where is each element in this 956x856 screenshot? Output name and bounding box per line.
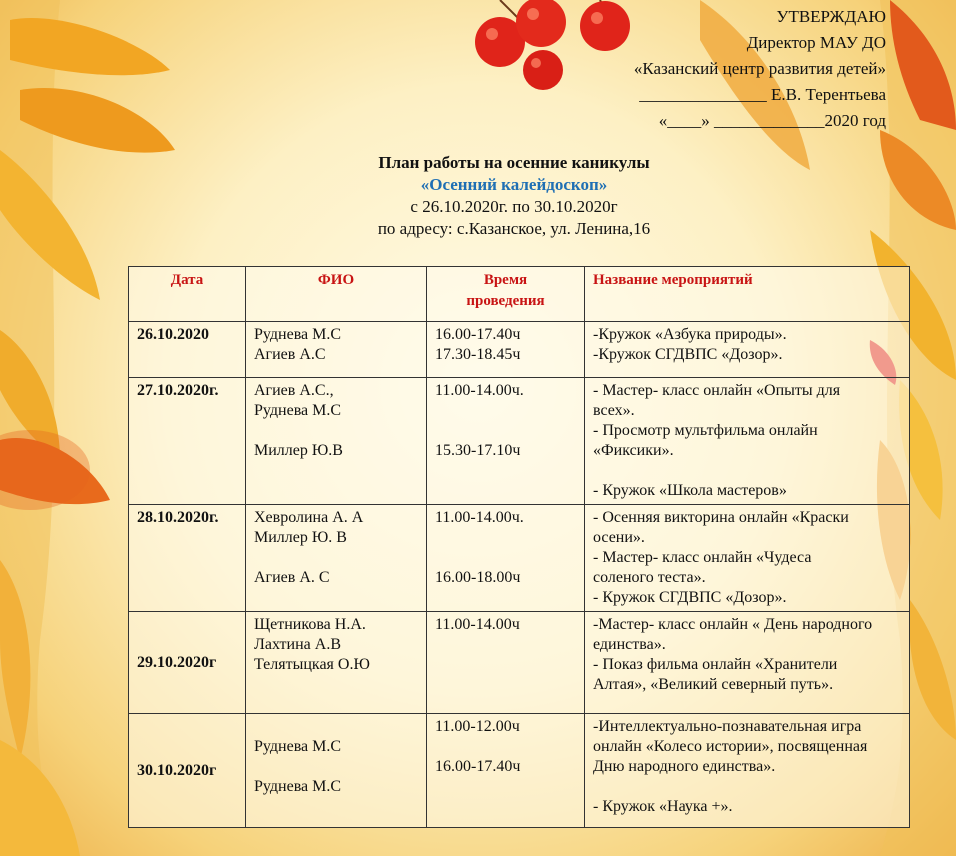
header-date: Дата: [129, 267, 246, 322]
plan-address: по адресу: с.Казанское, ул. Ленина,16: [377, 219, 651, 238]
cell-events: [585, 714, 910, 828]
cell-events: [585, 612, 910, 714]
cell-fio: [246, 714, 427, 828]
table-body: [129, 322, 910, 828]
events-line: осени».: [593, 529, 645, 546]
cell-fio: [246, 322, 427, 378]
time-line: 16.00-17.40ч: [435, 326, 521, 343]
schedule-table: [128, 266, 910, 828]
table-row: [129, 714, 910, 828]
cell-date: 28.10.2020г.: [129, 505, 246, 612]
table-row: [129, 378, 910, 505]
cell-events: [585, 322, 910, 378]
fio-line: Миллер Ю.В: [254, 442, 343, 459]
time-line: 11.00-14.00ч.: [435, 509, 524, 526]
time-line: 11.00-12.00ч: [435, 718, 520, 735]
approval-signature: _______________ Е.В. Терентьева: [639, 85, 886, 104]
table-row: [129, 322, 910, 378]
time-line: 16.00-17.40ч: [435, 758, 521, 775]
cell-time: [427, 714, 585, 828]
header-fio: ФИО: [246, 267, 427, 322]
fio-line: Миллер Ю. В: [254, 529, 347, 546]
plan-heading: План работы на осенние каникулы: [378, 153, 650, 172]
plan-subtitle: «Осенний калейдоскоп»: [420, 175, 608, 194]
header-events: Название мероприятий: [585, 267, 910, 322]
events-line: - Кружок «Наука +».: [593, 798, 733, 815]
events-line: Дню народного единства».: [593, 758, 776, 775]
cell-time: [427, 322, 585, 378]
fio-line: Агиев А.С.,: [254, 382, 334, 399]
fio-line: Агиев А. С: [254, 569, 330, 586]
fio-line: Хевролина А. А: [254, 509, 364, 526]
time-line: 11.00-14.00ч.: [435, 382, 524, 399]
document-title: [0, 152, 956, 240]
fio-line: Щетникова Н.А.: [254, 616, 366, 633]
cell-events: [585, 505, 910, 612]
approval-director: Директор МАУ ДО: [746, 33, 886, 52]
fio-line: [254, 548, 418, 568]
cell-date: 29.10.2020г: [129, 612, 246, 714]
rowan-berries-icon: [475, 0, 630, 90]
table-row: [129, 505, 910, 612]
fio-line: [254, 421, 418, 441]
events-line: -Мастер- класс онлайн « День народного: [593, 616, 873, 633]
events-line: - Показ фильма онлайн «Хранители: [593, 656, 838, 673]
table-row: [129, 612, 910, 714]
fio-line: Руднева М.С: [254, 326, 342, 343]
time-line: [435, 401, 576, 421]
header-time-line1: Время: [483, 272, 528, 288]
time-line: [435, 548, 576, 568]
events-line: - Кружок «Школа мастеров»: [593, 482, 787, 499]
events-line: Алтая», «Великий северный путь».: [593, 676, 834, 693]
table-header-row: [129, 267, 910, 322]
events-line: - Мастер- класс онлайн «Чудеса: [593, 549, 812, 566]
approval-heading: УТВЕРЖДАЮ: [776, 7, 886, 26]
approval-organization: «Казанский центр развития детей»: [633, 59, 886, 78]
events-line: - Мастер- класс онлайн «Опыты для: [593, 382, 841, 399]
events-line: соленого теста».: [593, 569, 706, 586]
cell-time: [427, 378, 585, 505]
fio-line: Агиев А.С: [254, 346, 326, 363]
time-line: [435, 528, 576, 548]
cell-date: 30.10.2020г: [129, 714, 246, 828]
plan-dates: с 26.10.2020г. по 30.10.2020г: [410, 197, 618, 216]
fio-line: Лахтина А.В: [254, 636, 341, 653]
events-line: [593, 777, 901, 797]
events-line: «Фиксики».: [593, 442, 674, 459]
events-line: [593, 461, 901, 481]
header-time: [427, 267, 585, 322]
cell-date: 27.10.2020г.: [129, 378, 246, 505]
fio-line: Руднева М.С: [254, 738, 342, 755]
events-line: онлайн «Колесо истории», посвященная: [593, 738, 868, 755]
approval-block: [634, 4, 886, 134]
header-time-line2: проведения: [466, 293, 545, 309]
time-line: 16.00-18.00ч: [435, 569, 521, 586]
events-line: -Интеллектуально-познавательная игра: [593, 718, 862, 735]
fio-line: Руднева М.С: [254, 778, 342, 795]
approval-date: «____» _____________2020 год: [658, 111, 886, 130]
cell-date: 26.10.2020: [129, 322, 246, 378]
events-line: -Кружок СГДВПС «Дозор».: [593, 346, 783, 363]
fio-line: Телятыцкая О.Ю: [254, 656, 370, 673]
fio-line: [254, 717, 418, 737]
time-line: 15.30-17.10ч: [435, 442, 521, 459]
time-line: 11.00-14.00ч: [435, 616, 520, 633]
fio-line: Руднева М.С: [254, 402, 342, 419]
cell-fio: [246, 505, 427, 612]
time-line: [435, 421, 576, 441]
cell-fio: [246, 378, 427, 505]
events-line: -Кружок «Азбука природы».: [593, 326, 787, 343]
cell-time: [427, 505, 585, 612]
cell-fio: [246, 612, 427, 714]
cell-events: [585, 378, 910, 505]
events-line: - Кружок СГДВПС «Дозор».: [593, 589, 787, 606]
time-line: 17.30-18.45ч: [435, 346, 521, 363]
fio-line: [254, 757, 418, 777]
cell-time: [427, 612, 585, 714]
time-line: [435, 737, 576, 757]
events-line: - Осенняя викторина онлайн «Краски: [593, 509, 849, 526]
events-line: единства».: [593, 636, 666, 653]
events-line: - Просмотр мультфильма онлайн: [593, 422, 818, 439]
events-line: всех».: [593, 402, 635, 419]
